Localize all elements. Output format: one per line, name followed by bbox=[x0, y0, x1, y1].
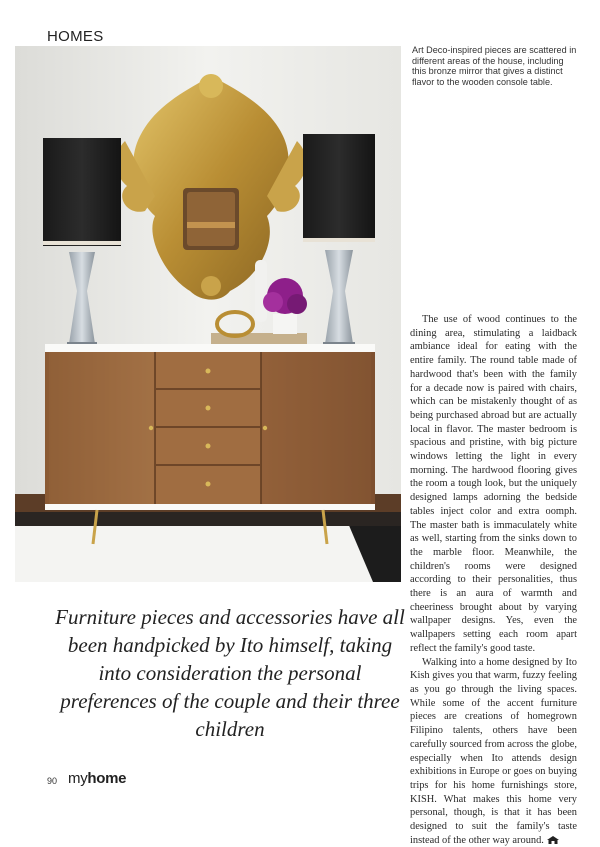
magazine-logo bbox=[68, 770, 126, 787]
photo-caption: Art Deco-inspired pieces are scattered in different areas of the house, including this bronze mirror that gives a distinct flavor to the wooden console table. bbox=[412, 45, 577, 88]
logo-home: home bbox=[87, 770, 127, 787]
section-label: HOMES bbox=[47, 28, 104, 45]
house-end-mark-icon bbox=[547, 836, 559, 844]
article-paragraph-2-text: Walking into a home designed by Ito Kish gives you that warm, fuzzy feeling as you go through the living spaces. While some of the accent furniture pieces are creations of homegrown Filipino talents, others have been carefully sourced from across the globe, especially when Ito attends design exhibitions in Europe or goes on buying trips for his home furnishings store, KISH. What makes this home very personal, though, is that it has been designed to suit the family's taste instead of the other way around. bbox=[410, 656, 577, 846]
feature-photo bbox=[15, 46, 401, 582]
page-number: 90 bbox=[47, 776, 58, 786]
article-paragraph-2 bbox=[410, 656, 577, 847]
article-paragraph-1: The use of wood continues to the dining area, stimulating a laidback ambiance ideal for eating with the entire family. The round table made of hardwood that's been with the family for a decade now is paired with chairs, which can be mistakenly thought of as being purchased abroad but are actually local in flavor. The master bedroom is spacious and pristine, with big picture windows letting the light in every morning. The hardwood flooring gives the room a tough look, but the uniquely designed lamps adorning the bedside tables inject color and extra oomph. The master bath is immaculately white as well, starting from the sinks down to the marble floor. Meanwhile, the children's rooms were designed according to their personalities, thus there is an aura of warmth and cheeriness brought about by varying wallpaper designs. Yes, even the wallpapers setting each room apart reflect the family's good taste. bbox=[410, 314, 577, 654]
logo-my: my bbox=[68, 770, 88, 787]
article-body bbox=[410, 313, 577, 847]
pull-quote: Furniture pieces and accessories have all been handpicked by Ito himself, taking into consideration the personal preferences of the couple and their three children bbox=[55, 605, 405, 741]
console-table-illustration bbox=[15, 46, 401, 582]
